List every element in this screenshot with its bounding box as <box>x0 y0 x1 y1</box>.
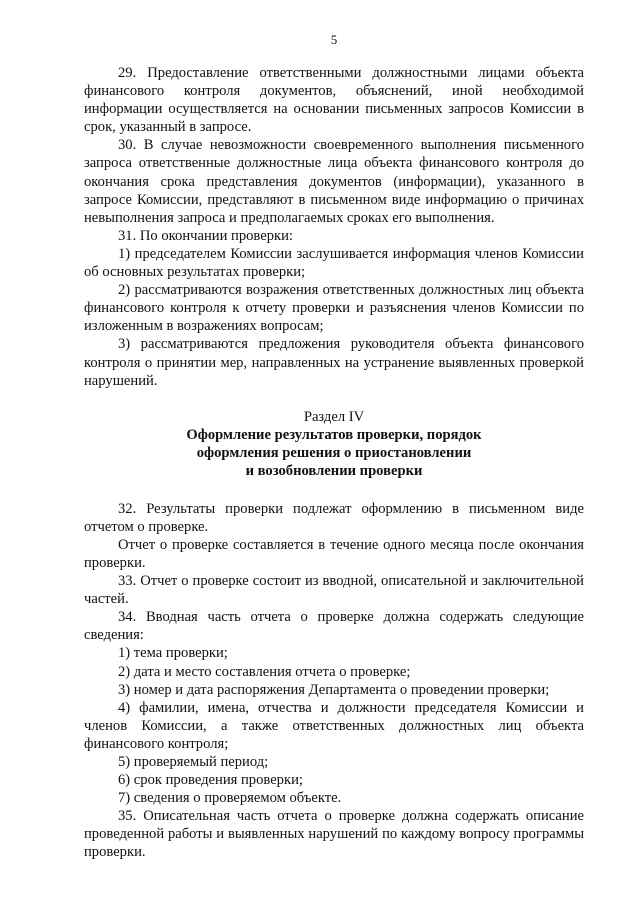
paragraph-34-item-5: 5) проверяемый период; <box>118 754 269 770</box>
section-title-line-2: оформления решения о приостановлении <box>196 444 472 461</box>
paragraph-31-item-3: 3) рассматриваются предложения руководителя объекта финансового контроля о принятии мер, направленных на устранение выявленных проверкой нарушений. <box>84 336 584 389</box>
paragraph-30: 30. В случае невозможности своевременного выполнения письменного запроса ответственные должностные лица объекта финансового контроля до окончания срока представления документов (информации), указанного в запросе Комиссии, представляют в письменном виде информацию о причинах невыполнения запроса и предполагаемых сроках его выполнения. <box>84 137 584 226</box>
paragraph-32-report-term: Отчет о проверке составляется в течение одного месяца после окончания проверки. <box>84 536 584 571</box>
paragraph-35: 35. Описательная часть отчета о проверке должна содержать описание проведенной работы и выявленных нарушений по каждому вопросу программы проверки. <box>84 808 584 861</box>
spacer <box>84 480 584 500</box>
paragraph-34-item-2: 2) дата и место составления отчета о проверке; <box>118 663 411 680</box>
section-label: Раздел IV <box>303 408 365 425</box>
paragraph-34-item-3: 3) номер и дата распоряжения Департамента о проведении проверки; <box>118 681 550 698</box>
paragraph-34-item-4: 4) фамилии, имена, отчества и должности председателя Комиссии и членов Комиссии, а также ответственных должностных лиц объекта финансового контроля; <box>84 699 584 752</box>
paragraph-32: 32. Результаты проверки подлежат оформлению в письменном виде отчетом о проверке. <box>84 500 584 535</box>
paragraph-34-item-1: 1) тема проверки; <box>118 645 228 662</box>
paragraph-31: 31. По окончании проверки: <box>118 227 293 244</box>
paragraph-33: 33. Отчет о проверке состоит из вводной, описательной и заключительной частей. <box>84 573 584 608</box>
section-title-line-3: и возобновлении проверки <box>245 462 423 479</box>
paragraph-34: 34. Вводная часть отчета о проверке должна содержать следующие сведения: <box>84 609 584 644</box>
page-number: 5 <box>330 32 338 47</box>
spacer <box>84 390 584 408</box>
paragraph-34-item-6: 6) срок проведения проверки; <box>118 772 303 789</box>
section-title-line-1: Оформление результатов проверки, порядок <box>186 426 482 443</box>
paragraph-34-item-7: 7) сведения о проверяемом объекте. <box>118 790 342 807</box>
document-page <box>84 32 584 862</box>
paragraph-31-item-2: 2) рассматриваются возражения ответственных должностных лиц объекта финансового контроля к отчету проверки и разъяснения членов Комиссии по изложенным в возражениях вопросам; <box>84 282 584 335</box>
paragraph-29: 29. Предоставление ответственными должностными лицами объекта финансового контроля документов, объяснений, иной необходимой информации осуществляется на основании письменных запросов Комиссии в срок, указанный в запросе. <box>84 65 584 136</box>
paragraph-31-item-1: 1) председателем Комиссии заслушивается информация членов Комиссии об основных результатах проверки; <box>84 245 584 281</box>
